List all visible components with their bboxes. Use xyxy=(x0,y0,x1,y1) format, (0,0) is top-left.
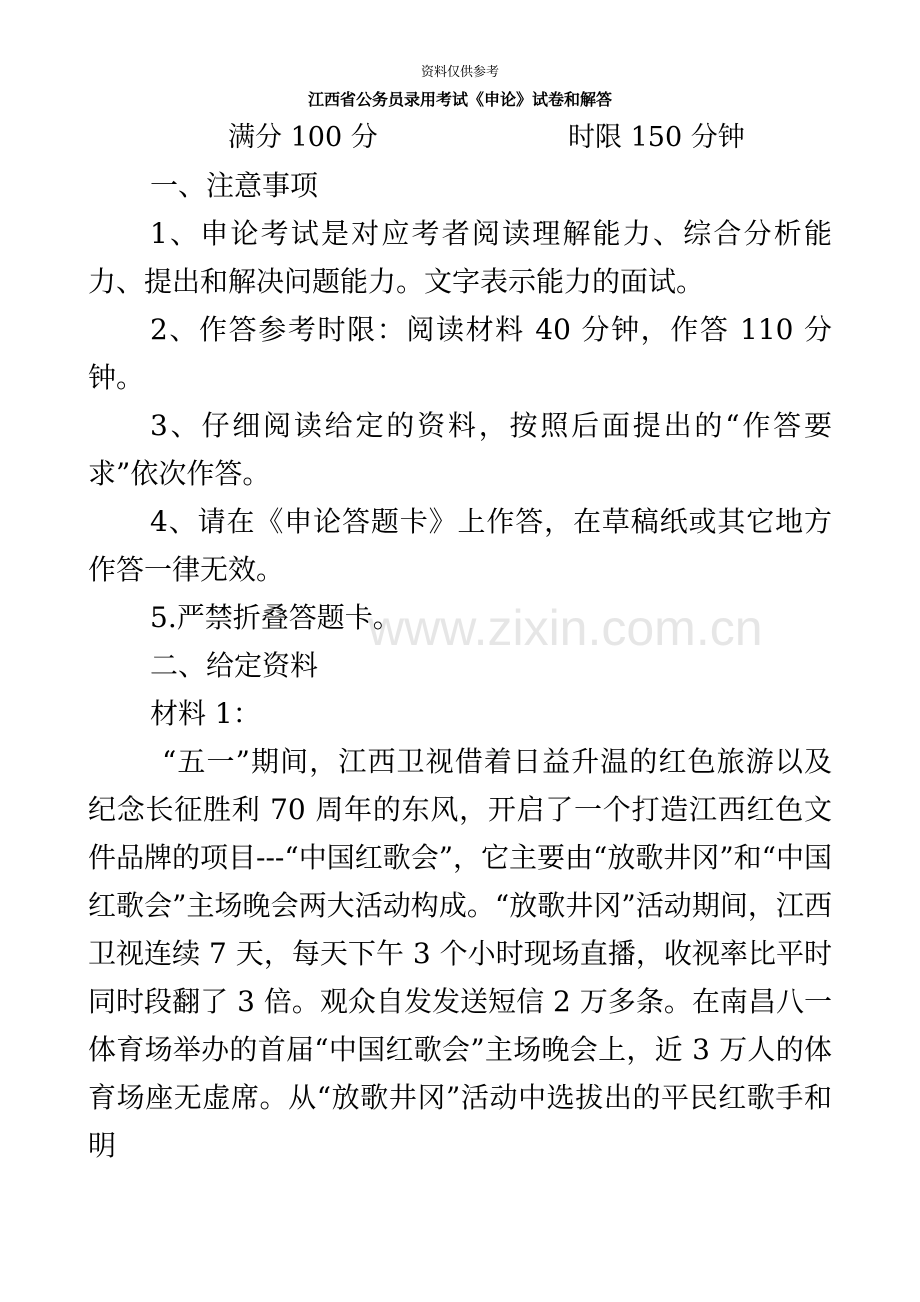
section-heading-notice: 一、注意事项 xyxy=(150,169,319,202)
material-1-label: 材料 1： xyxy=(150,697,261,730)
document-title: 江西省公务员录用考试《申论》试卷和解答 xyxy=(307,90,612,109)
exam-meta xyxy=(0,118,920,158)
notice-item-2: 2、作答参考时限：阅读材料 40 分钟，作答 110 分钟。 xyxy=(88,313,832,394)
notice-item-3: 3、仔细阅读给定的资料，按照后面提出的“作答要求”依次作答。 xyxy=(88,409,832,490)
section-heading-materials: 二、给定资料 xyxy=(150,649,319,682)
document-body xyxy=(88,162,832,1170)
notice-item-4: 4、请在《申论答题卡》上作答，在草稿纸或其它地方作答一律无效。 xyxy=(88,505,832,586)
time-limit: 时限 150 分钟 xyxy=(568,122,745,153)
notice-item-5: 5.严禁折叠答题卡。 xyxy=(150,601,401,634)
full-score: 满分 100 分 xyxy=(228,122,378,153)
watermark: www.zixin.com.cn xyxy=(368,600,763,656)
material-1-paragraph: “五一”期间，江西卫视借着日益升温的红色旅游以及纪念长征胜利 70 周年的东风，开启了一个打造江西红色文件品牌的项目---“中国红歌会”，它主要由“放歌井冈”和“中国红歌会”主场晚会两大活动构成。“放歌井冈”活动期间，江西卫视连续 7 天，每天下午 3 个小时现场直播，收视率比平时同时段翻了 3 倍。观众自发发送短信 2 万多条。在南昌八一体育场举办的首届“中国红歌会”主场晚会上，近 3 万人的体育场座无虚席。从“放歌井冈”活动中选拔出的平民红歌手和明 xyxy=(88,745,832,1162)
notice-item-1: 1、申论考试是对应考者阅读理解能力、综合分析能力、提出和解决问题能力。文字表示能力的面试。 xyxy=(88,217,832,298)
reference-note: 资料仅供参考 xyxy=(420,65,499,80)
